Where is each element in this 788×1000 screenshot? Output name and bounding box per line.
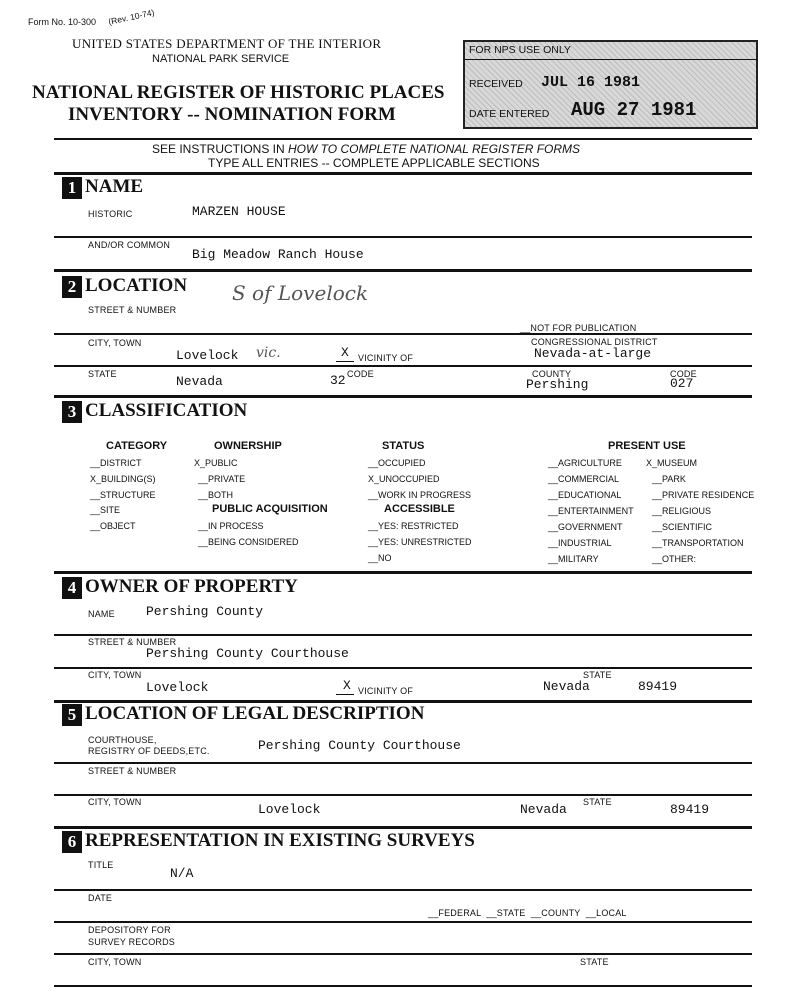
form-revision: (Rev. 10-74) — [107, 7, 156, 27]
legal-state: Nevada — [520, 802, 567, 817]
depository-label-line1: DEPOSITORY FOR — [88, 925, 171, 935]
section-6-title: REPRESENTATION IN EXISTING SURVEYS — [85, 830, 475, 851]
county-code-label: CODE — [670, 369, 697, 379]
instructions-line1 — [152, 142, 580, 156]
date-entered-value: AUG 27 1981 — [571, 99, 697, 121]
survey-title-value: N/A — [170, 866, 194, 881]
not-for-publication: __NOT FOR PUBLICATION — [520, 323, 637, 333]
use-commercial: __COMMERCIAL — [548, 474, 620, 484]
city-value: Lovelock — [176, 348, 239, 363]
survey-title-label: TITLE — [88, 860, 114, 870]
category-object: __OBJECT — [90, 521, 136, 531]
use-transportation: __TRANSPORTATION — [652, 538, 744, 548]
owner-city: Lovelock — [146, 680, 209, 695]
instructions-reference: HOW TO COMPLETE NATIONAL REGISTER FORMS — [288, 142, 581, 156]
vicinity-check: X — [341, 345, 349, 360]
owner-street-label: STREET & NUMBER — [88, 637, 177, 647]
section-6-number: 6 — [62, 831, 82, 853]
category-heading: CATEGORY — [106, 440, 168, 452]
nps-use-box — [463, 40, 758, 129]
owner-vicinity-check: X — [343, 678, 351, 693]
section-3-heading — [62, 400, 247, 423]
use-scientific: __SCIENTIFIC — [652, 522, 713, 532]
use-park: __PARK — [652, 474, 686, 484]
owner-vicinity-label: VICINITY OF — [358, 686, 414, 696]
status-unoccupied: X_UNOCCUPIED — [368, 474, 440, 484]
county-label: COUNTY — [532, 369, 572, 379]
status-work-in-progress: __WORK IN PROGRESS — [368, 490, 472, 500]
legal-state-label: STATE — [583, 797, 612, 807]
state-label: STATE — [88, 369, 117, 379]
legal-zip: 89419 — [670, 802, 710, 817]
nps-box-title: FOR NPS USE ONLY — [469, 44, 571, 56]
owner-city-label: CITY, TOWN — [88, 670, 142, 680]
date-entered-label: DATE ENTERED — [469, 108, 550, 120]
acquisition-being-considered: __BEING CONSIDERED — [198, 537, 299, 547]
county-value: Pershing — [526, 377, 589, 392]
ownership-public: X_PUBLIC — [194, 458, 238, 468]
courthouse-value: Pershing County Courthouse — [258, 738, 461, 753]
city-handwritten: vic. — [256, 345, 281, 361]
section-2-number: 2 — [62, 276, 82, 298]
street-label: STREET & NUMBER — [88, 305, 177, 315]
category-structure: __STRUCTURE — [90, 490, 156, 500]
courthouse-label-line2: REGISTRY OF DEEDS,ETC. — [88, 746, 210, 756]
section-6-heading — [62, 830, 475, 853]
accessible-no: __NO — [368, 553, 392, 563]
accessible-unrestricted: __YES: UNRESTRICTED — [368, 537, 472, 547]
section-4-title: OWNER OF PROPERTY — [85, 576, 298, 597]
congressional-district-label: CONGRESSIONAL DISTRICT — [531, 337, 658, 347]
section-2-heading — [62, 275, 187, 298]
owner-state: Nevada — [543, 679, 590, 694]
section-1-heading — [62, 176, 143, 199]
state-code: 32 — [330, 373, 346, 388]
legal-street-label: STREET & NUMBER — [88, 766, 177, 776]
category-buildings: X_BUILDING(S) — [90, 474, 156, 484]
service-name: NATIONAL PARK SERVICE — [152, 53, 290, 65]
legal-city: Lovelock — [258, 802, 321, 817]
acquisition-in-process: __IN PROCESS — [198, 521, 264, 531]
use-educational: __EDUCATIONAL — [548, 490, 622, 500]
county-code: 027 — [670, 376, 694, 391]
form-number: Form No. 10-300 — [28, 17, 97, 27]
section-4-number: 4 — [62, 577, 82, 599]
use-entertainment: __ENTERTAINMENT — [548, 506, 634, 516]
section-5-number: 5 — [62, 704, 82, 726]
department-name: UNITED STATES DEPARTMENT OF THE INTERIOR — [72, 36, 382, 51]
use-religious: __RELIGIOUS — [652, 506, 712, 516]
use-other: __OTHER: — [652, 554, 697, 564]
use-government: __GOVERNMENT — [548, 522, 623, 532]
section-5-heading — [62, 703, 424, 726]
ownership-private: __PRIVATE — [198, 474, 246, 484]
instructions-prefix: SEE INSTRUCTIONS IN — [152, 142, 289, 156]
ownership-heading: OWNERSHIP — [214, 440, 282, 452]
courthouse-label-line1: COURTHOUSE, — [88, 735, 157, 745]
common-name: Big Meadow Ranch House — [192, 247, 364, 262]
present-use-heading: PRESENT USE — [608, 440, 686, 452]
state-value: Nevada — [176, 374, 223, 389]
section-4-heading — [62, 576, 298, 599]
form-title-line1: NATIONAL REGISTER OF HISTORIC PLACES — [32, 82, 445, 103]
use-museum: X_MUSEUM — [646, 458, 698, 468]
received-label: RECEIVED — [469, 78, 523, 90]
section-1-number: 1 — [62, 177, 82, 199]
section-1-title: NAME — [85, 176, 144, 197]
acquisition-heading: PUBLIC ACQUISITION — [212, 503, 328, 515]
state-code-label: CODE — [347, 369, 374, 379]
ownership-both: __BOTH — [198, 490, 234, 500]
owner-state-label: STATE — [583, 670, 612, 680]
section-5-title: LOCATION OF LEGAL DESCRIPTION — [85, 703, 425, 724]
section-3-number: 3 — [62, 401, 82, 423]
instructions-line2: TYPE ALL ENTRIES -- COMPLETE APPLICABLE SECTIONS — [208, 156, 540, 170]
survey-levels: __FEDERAL __STATE __COUNTY __LOCAL — [428, 908, 627, 918]
status-occupied: __OCCUPIED — [368, 458, 426, 468]
owner-name-label: NAME — [88, 609, 115, 619]
congressional-district-value: Nevada-at-large — [534, 346, 652, 361]
street-handwritten: S of Lovelock — [232, 281, 369, 305]
use-industrial: __INDUSTRIAL — [548, 538, 612, 548]
section-3-title: CLASSIFICATION — [85, 400, 248, 421]
depository-label-line2: SURVEY RECORDS — [88, 937, 175, 947]
section-2-title: LOCATION — [85, 275, 188, 296]
category-district: __DISTRICT — [90, 458, 142, 468]
vicinity-label: VICINITY OF — [358, 353, 414, 363]
common-label: AND/OR COMMON — [88, 240, 171, 250]
category-site: __SITE — [90, 505, 121, 515]
use-private-residence: __PRIVATE RESIDENCE — [652, 490, 755, 500]
survey-state-label: STATE — [580, 957, 609, 967]
form-title-line2: INVENTORY -- NOMINATION FORM — [68, 104, 396, 125]
survey-date-label: DATE — [88, 893, 113, 903]
historic-name: MARZEN HOUSE — [192, 204, 286, 219]
owner-zip: 89419 — [638, 679, 678, 694]
survey-city-label: CITY, TOWN — [88, 957, 142, 967]
historic-label: HISTORIC — [88, 209, 133, 219]
accessible-restricted: __YES: RESTRICTED — [368, 521, 459, 531]
city-label: CITY, TOWN — [88, 338, 142, 348]
accessible-heading: ACCESSIBLE — [384, 503, 455, 515]
received-date: JUL 16 1981 — [541, 74, 641, 91]
legal-city-label: CITY, TOWN — [88, 797, 142, 807]
status-heading: STATUS — [382, 440, 425, 452]
owner-name: Pershing County — [146, 604, 264, 619]
use-agriculture: __AGRICULTURE — [548, 458, 622, 468]
use-military: __MILITARY — [548, 554, 599, 564]
owner-street: Pershing County Courthouse — [146, 646, 349, 661]
